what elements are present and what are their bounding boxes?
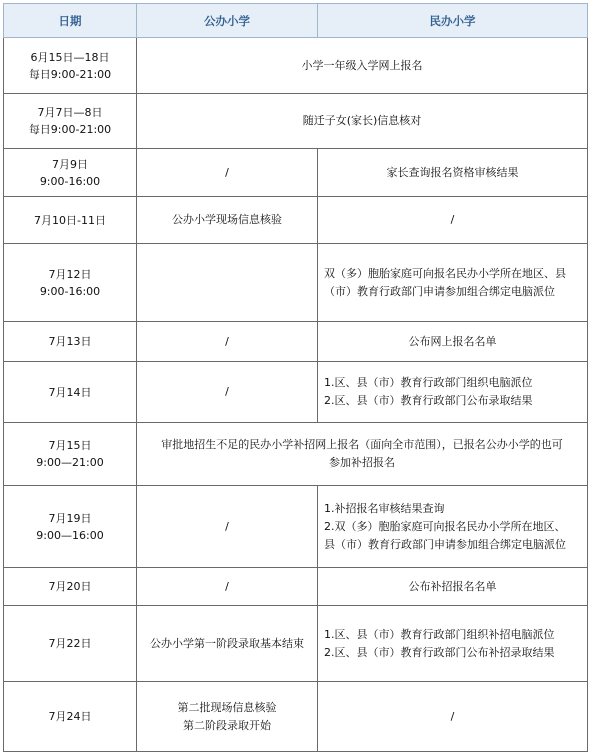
table-row (4, 38, 588, 94)
merged-cell: 小学一年级入学网上报名 (137, 38, 588, 94)
private-cell: 1.补招报名审核结果查询 2.双（多）胞胎家庭可向报名民办小学所在地区、 县（市）教育行政部门申请参加组合绑定电脑派位 (318, 486, 588, 568)
merged-cell: 随迁子女(家长)信息核对 (137, 94, 588, 149)
public-cell: / (137, 568, 318, 606)
header-private: 民办小学 (318, 4, 588, 38)
table-row (4, 94, 588, 149)
private-cell: 1.区、县（市）教育行政部门组织补招电脑派位 2.区、县（市）教育行政部门公布补招录取结果 (318, 606, 588, 682)
public-cell: / (137, 149, 318, 197)
date-cell: 7月15日 9:00—21:00 (4, 423, 137, 486)
public-cell (137, 244, 318, 322)
table-row (4, 423, 588, 486)
public-cell: / (137, 362, 318, 423)
table-row (4, 568, 588, 606)
private-cell: 家长查询报名资格审核结果 (318, 149, 588, 197)
table-row (4, 682, 588, 752)
date-cell: 7月14日 (4, 362, 137, 423)
table-row (4, 362, 588, 423)
date-cell: 7月19日 9:00—16:00 (4, 486, 137, 568)
table-row (4, 606, 588, 682)
date-cell: 7月7日—8日 每日9:00-21:00 (4, 94, 137, 149)
private-cell: 公布网上报名名单 (318, 322, 588, 362)
date-cell: 7月20日 (4, 568, 137, 606)
header-row (4, 4, 588, 38)
date-cell: 7月22日 (4, 606, 137, 682)
table-row (4, 244, 588, 322)
private-cell: 公布补招报名名单 (318, 568, 588, 606)
date-cell: 7月13日 (4, 322, 137, 362)
public-cell: / (137, 322, 318, 362)
private-cell: / (318, 682, 588, 752)
public-cell: 公办小学现场信息核验 (137, 197, 318, 244)
schedule-table (3, 3, 588, 752)
header-date: 日期 (4, 4, 137, 38)
public-cell: 公办小学第一阶段录取基本结束 (137, 606, 318, 682)
date-cell: 6月15日—18日 每日9:00-21:00 (4, 38, 137, 94)
public-cell: / (137, 486, 318, 568)
table-row (4, 322, 588, 362)
private-cell: / (318, 197, 588, 244)
date-cell: 7月24日 (4, 682, 137, 752)
private-cell: 1.区、县（市）教育行政部门组织电脑派位 2.区、县（市）教育行政部门公布录取结果 (318, 362, 588, 423)
date-cell: 7月10日-11日 (4, 197, 137, 244)
table-row (4, 149, 588, 197)
private-cell: 双（多）胞胎家庭可向报名民办小学所在地区、县 （市）教育行政部门申请参加组合绑定电脑派位 (318, 244, 588, 322)
merged-cell: 审批地招生不足的民办小学补招网上报名（面向全市范围），已报名公办小学的也可 参加补招报名 (137, 423, 588, 486)
date-cell: 7月9日 9:00-16:00 (4, 149, 137, 197)
table-row (4, 486, 588, 568)
date-cell: 7月12日 9:00-16:00 (4, 244, 137, 322)
header-public: 公办小学 (137, 4, 318, 38)
public-cell: 第二批现场信息核验 第二阶段录取开始 (137, 682, 318, 752)
table-row (4, 197, 588, 244)
